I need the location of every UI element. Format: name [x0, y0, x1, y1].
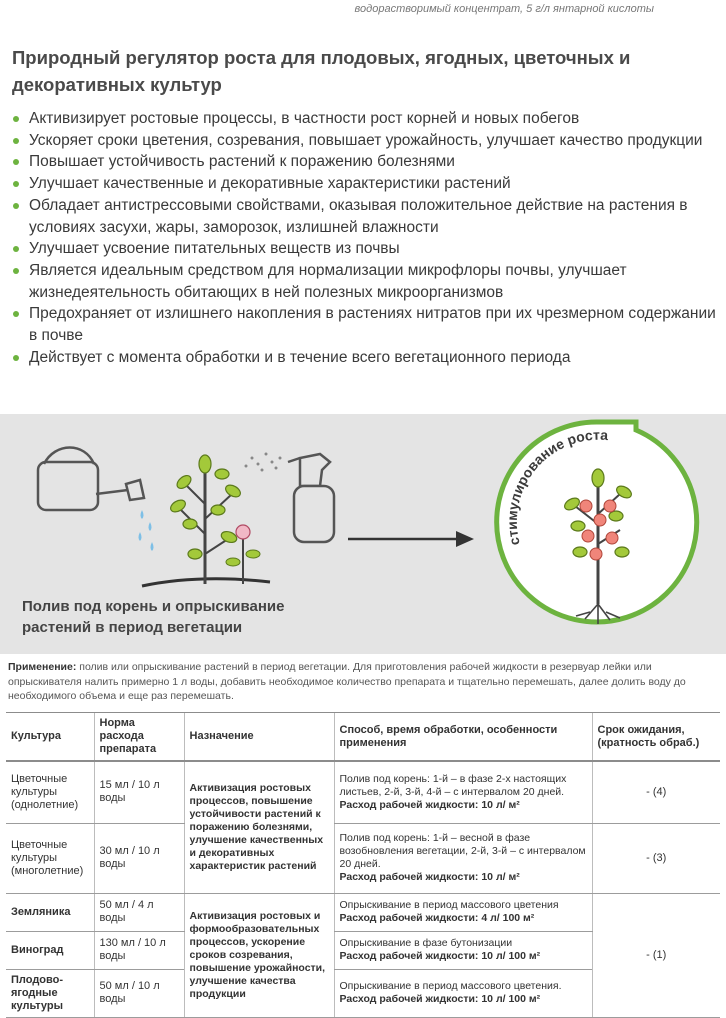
cell-wait: - (3) — [592, 823, 720, 893]
bullet-dot-icon — [13, 268, 19, 274]
bullet-dot-icon — [13, 159, 19, 165]
page-title: Природный регулятор роста для плодовых, ягодных, цветочных и декоративных культур — [12, 47, 631, 95]
list-item: Обладает антистрессовыми свойствами, оказывая положительное действие на растения в условиях засухи, жары, заморозок, излишней влажности — [12, 195, 718, 238]
usage-paragraph: Применение: полив или опрыскивание растений в период вегетации. Для приготовления рабочей жидкости в резервуар лейки или опрыскивателя налить примерно 1 л воды, добавить необходимое количество препарата и тщательно перемешать, далее долить воду до необходимого объема и еще раз перемешать. — [8, 661, 686, 702]
cell-rate: 130 мл / 10 л воды — [94, 931, 184, 969]
watering-can-icon — [38, 448, 144, 511]
spray-mist-icon — [245, 453, 282, 472]
bullet-dot-icon — [13, 311, 19, 317]
cell-crop: Виноград — [6, 931, 94, 969]
cell-purpose: Активизация ростовых и формообразовательных процессов, ускорение сроков созревания, повышение урожайности, улучшение качества продукции — [184, 893, 334, 1017]
list-item: Улучшает качественные и декоративные характеристики растений — [12, 173, 718, 195]
dosage-table — [6, 712, 720, 1018]
arrow-right-icon — [348, 531, 474, 547]
list-item: Является идеальным средством для нормализации микрофлоры почвы, улучшает жизнедеятельность обитающих в ней полезных микроорганизмов — [12, 260, 718, 303]
cell-method: Полив под корень: 1-й – в фазе 2-х настоящих листьев, 2-й, 3-й, 4-й – с интервалом 20 дней. Расход рабочей жидкости: 10 л/ м² — [334, 761, 592, 823]
header-method: Способ, время обработки, особенности применения — [334, 713, 592, 762]
cell-rate: 50 мл / 4 л воды — [94, 893, 184, 931]
cell-rate: 15 мл / 10 л воды — [94, 761, 184, 823]
table-row — [6, 761, 720, 823]
illustration-caption: Полив под корень и опрыскивание растений в период вегетации — [22, 598, 285, 636]
bullet-dot-icon — [13, 116, 19, 122]
bullet-dot-icon — [13, 246, 19, 252]
bullet-dot-icon — [13, 181, 19, 187]
table-row — [6, 823, 720, 893]
list-item: Активизирует ростовые процессы, в частности рост корней и новых побегов — [12, 108, 718, 130]
list-item: Повышает устойчивость растений к поражению болезнями — [12, 151, 718, 173]
bullet-dot-icon — [13, 355, 19, 361]
header-crop: Культура — [6, 713, 94, 762]
ring-label: стимулирование роста — [503, 426, 609, 547]
sprayer-icon — [288, 454, 334, 542]
table-row — [6, 893, 720, 931]
bullet-dot-icon — [13, 203, 19, 209]
list-item: Действует с момента обработки и в течение всего вегетационного периода — [12, 347, 718, 369]
cell-purpose: Активизация ростовых процессов, повышение устойчивости растений к поражению болезнями, улучшение качественных и декоративных характеристик растений — [184, 761, 334, 893]
list-item: Предохраняет от излишнего накопления в растениях нитратов при их чрезмерном содержании в почве — [12, 303, 718, 346]
header-rate: Норма расхода препарата — [94, 713, 184, 762]
water-drops-icon — [139, 510, 154, 551]
list-item: Ускоряет сроки цветения, созревания, повышает урожайность, улучшает качество продукции — [12, 130, 718, 152]
cell-method: Опрыскивание в период массового цветения. Расход рабочей жидкости: 10 л/ 100 м² — [334, 969, 592, 1017]
header-purpose: Назначение — [184, 713, 334, 762]
cell-crop: Земляника — [6, 893, 94, 931]
cell-method: Опрыскивание в период массового цветения Расход рабочей жидкости: 4 л/ 100 м² — [334, 893, 592, 931]
cell-rate: 50 мл / 10 л воды — [94, 969, 184, 1017]
cell-method: Опрыскивание в фазе бутонизации Расход рабочей жидкости: 10 л/ 100 м² — [334, 931, 592, 969]
cell-crop: Цветочные культуры (многолетние) — [6, 823, 94, 893]
cell-crop: Плодово-ягодные культуры — [6, 969, 94, 1017]
cell-wait: - (4) — [592, 761, 720, 823]
header-note: водорастворимый концентрат, 5 г/л янтарной кислоты — [354, 3, 654, 15]
cell-method: Полив под корень: 1-й – весной в фазе возобновления вегетации, 2-й, 3-й – с интервалом 20 дней. Расход рабочей жидкости: 10 л/ м² — [334, 823, 592, 893]
cell-wait: - (1) — [592, 893, 720, 1017]
cell-rate: 30 мл / 10 л воды — [94, 823, 184, 893]
bullet-dot-icon — [13, 138, 19, 144]
cell-crop: Цветочные культуры (однолетние) — [6, 761, 94, 823]
list-item: Улучшает усвоение питательных веществ из почвы — [12, 238, 718, 260]
header-wait: Срок ожидания, (кратность обраб.) — [592, 713, 720, 762]
table-header-row — [6, 713, 720, 762]
benefit-list — [12, 108, 718, 368]
